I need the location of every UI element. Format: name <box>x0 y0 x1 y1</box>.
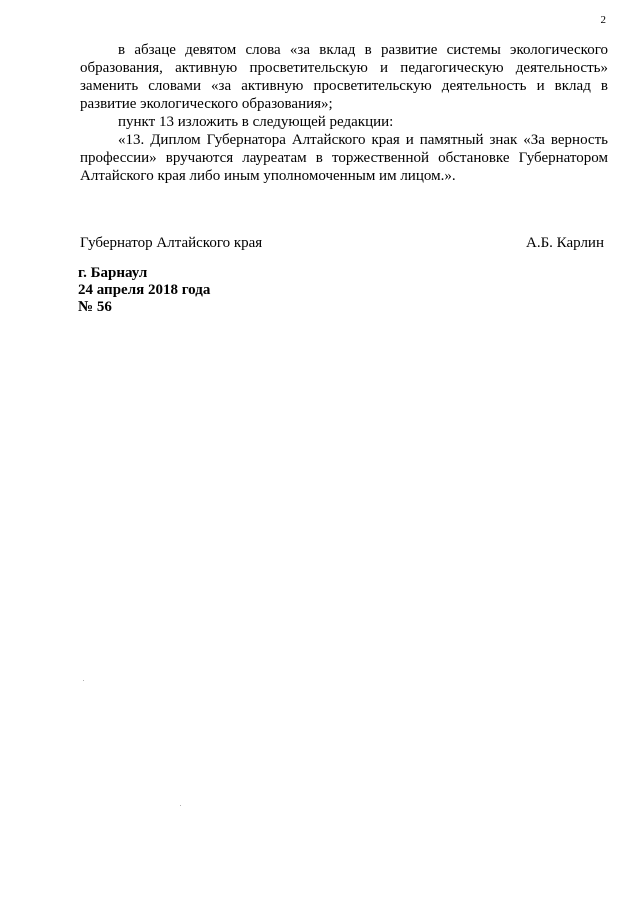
document-city: г. Барнаул <box>78 265 148 281</box>
signatory-position: Губернатор Алтайского края <box>80 235 263 251</box>
place-date-block <box>78 265 210 316</box>
signatory-name: А.Б. Карлин <box>525 235 604 251</box>
document-number: № 56 <box>78 299 112 315</box>
scan-speck <box>83 680 84 681</box>
scan-speck <box>180 805 181 806</box>
paragraph-punkt-13-intro: пункт 13 изложить в следующей редакции: <box>118 114 394 130</box>
body-text <box>80 41 608 185</box>
paragraph-ninth-abzac: в абзаце девятом слова «за вклад в развитие системы экологического образования, активную просветительскую и педагогическую деятельность» заменить словами «за активную просветительскую деятельность и вклад в развитие экологического образования»; <box>80 42 608 112</box>
document-date: 24 апреля 2018 года <box>78 282 211 298</box>
paragraph-punkt-13-text: «13. Диплом Губернатора Алтайского края и памятный знак «За верность профессии» вручаются лауреатам в торжественной обстановке Губернатором Алтайского края либо иным уполномоченным им лицом.». <box>80 132 608 184</box>
page-number: 2 <box>600 14 606 26</box>
